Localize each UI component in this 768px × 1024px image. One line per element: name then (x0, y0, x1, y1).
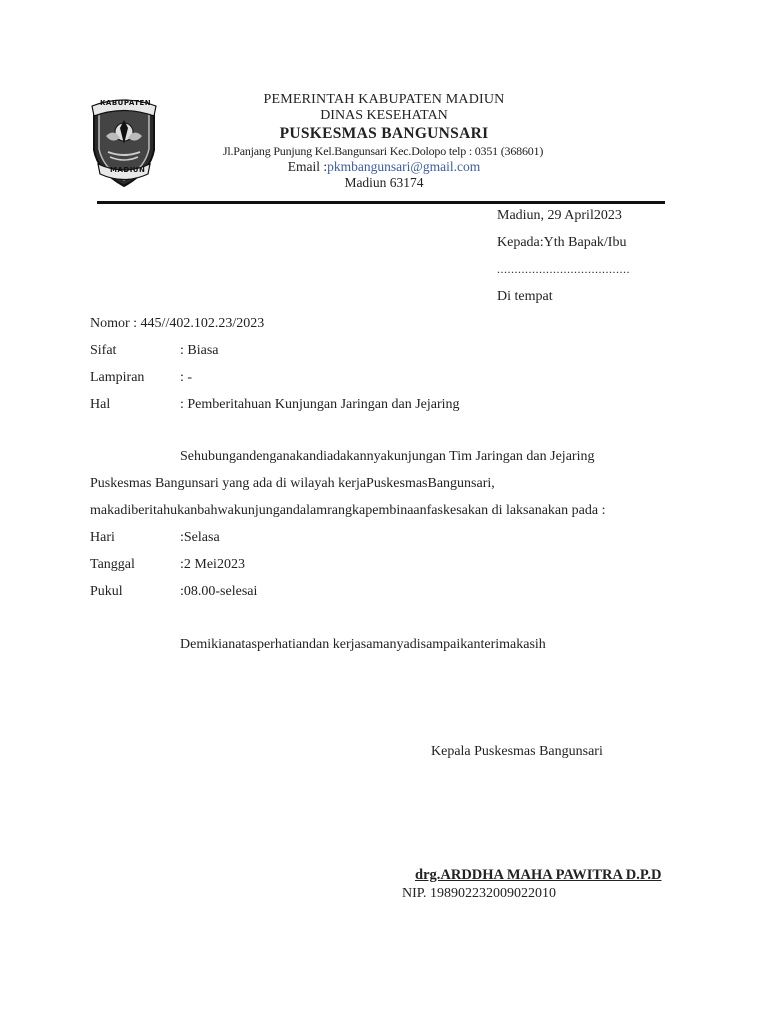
body-paragraph-line-3: makadiberitahukanbahwakunjungandalamrangkapembinaanfaskesakan di laksanakan pada : (90, 503, 606, 518)
signatory-nip: NIP. 198902232009022010 (402, 886, 557, 901)
email-link[interactable]: pkmbangunsari@gmail.com (327, 159, 481, 174)
city-postal-code: Madiun 63174 (344, 175, 424, 190)
pukul-label: Pukul (90, 584, 123, 599)
logo-bottom-text: MADIUN (110, 166, 146, 174)
recipient-line: Kepada:Yth Bapak/Ibu (497, 235, 627, 250)
sifat-label: Sifat (90, 343, 117, 358)
department-name: DINAS KESEHATAN (320, 108, 448, 123)
institution-address: Jl.Panjang Punjung Kel.Bangunsari Kec.Dolopo telp : 0351 (368601) (222, 144, 544, 158)
body-paragraph-line-2: Puskesmas Bangunsari yang ada di wilayah kerjaPuskesmasBangunsari, (90, 476, 495, 491)
hal-label: Hal (90, 397, 111, 412)
pukul-value: :08.00-selesai (180, 584, 258, 599)
madiun-emblem-logo (88, 94, 160, 188)
logo-top-text: KABUPATEN (100, 99, 152, 107)
sifat-value: : Biasa (180, 343, 219, 358)
letter-date: Madiun, 29 April2023 (497, 208, 622, 223)
hal-value: : Pemberitahuan Kunjungan Jaringan dan Jejaring (180, 397, 460, 412)
closing-statement: Demikianatasperhatiandan kerjasamanyadisampaikanterimakasih (180, 637, 546, 652)
signatory-name: drg.ARDDHA MAHA PAWITRA D.P.D (415, 867, 662, 883)
hari-value: :Selasa (180, 530, 220, 545)
government-name: PEMERINTAH KABUPATEN MADIUN (263, 92, 505, 107)
letterhead-divider (97, 201, 665, 204)
email-label: Email : (287, 159, 328, 174)
tanggal-value: :2 Mei2023 (180, 557, 245, 572)
letter-number: Nomor : 445//402.102.23/2023 (90, 316, 265, 331)
recipient-blank: ...................................... (497, 262, 630, 276)
tanggal-label: Tanggal (90, 557, 135, 572)
recipient-place: Di tempat (497, 289, 553, 304)
institution-name: PUSKESMAS BANGUNSARI (279, 125, 489, 142)
signatory-title: Kepala Puskesmas Bangunsari (431, 744, 603, 759)
body-paragraph-line-1: Sehubungandenganakandiadakannyakunjungan Tim Jaringan dan Jejaring (180, 449, 595, 464)
lampiran-label: Lampiran (90, 370, 145, 385)
email-line (288, 159, 480, 175)
hari-label: Hari (90, 530, 115, 545)
lampiran-value: : - (180, 370, 193, 385)
